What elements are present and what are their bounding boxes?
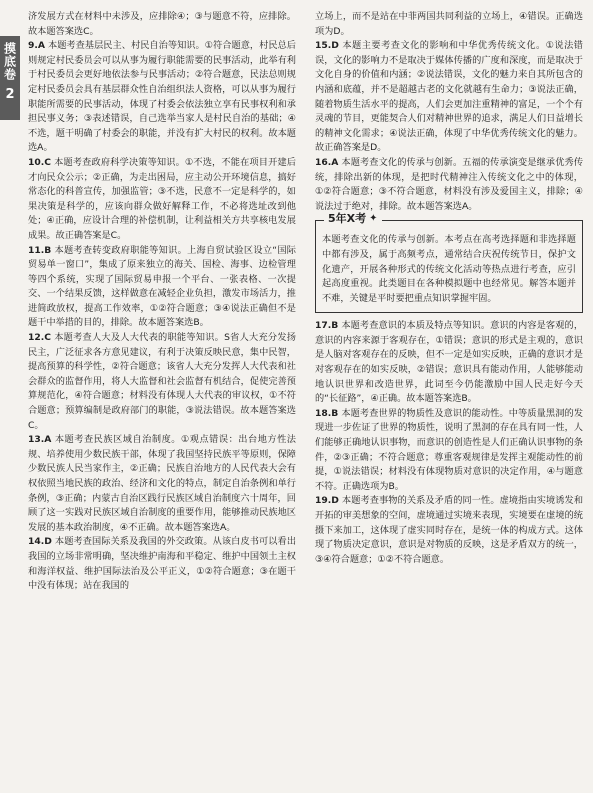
question-number: 10.C (28, 156, 52, 168)
exam-tip-text: 本题考查文化的传承与创新。本考点在高考选择题和非选择题中都有涉及，属于高频考点，通常结合庆祝传统节日，保护文化遗产，开展各种形式的传统文化活动等热点进行考查，应引起高度重视。此类题目在各种模拟题中也经常见。解答本题并不难，关键是平时要把重点知识掌握牢固。 (322, 234, 576, 304)
right-bottom-group (315, 319, 583, 567)
answer-item (315, 407, 583, 495)
side-tab-label: 摸底卷 (2, 42, 17, 81)
answer-item (28, 244, 296, 332)
left-column (28, 10, 296, 788)
exam-tip-title (324, 212, 382, 227)
right-column (315, 10, 583, 788)
answer-text: 本题主要考查文化的影响和中华优秀传统文化。①说法错误，文化的影响力不是取决于媒体传播的广度和深度，而是取决于文化自身的价值和内涵；②说法错误，文化的魅力来自其所包含的内涵和底蕴，并不是超越古老的文化就越有生命力；③说法正确，随着物质生活水平的提高，人们会更加注重精神的富足，一个个有灵魂的节目，更能契合人们对精神世界的追求，满足人们日益增长的精神文化需求；④说法正确，体现了中华优秀传统文化的魅力。故正确答案是D。 (315, 40, 583, 154)
answer-item (28, 433, 296, 535)
exam-tip-box (315, 212, 583, 313)
answer-item (315, 319, 583, 407)
answer-item (28, 331, 296, 433)
answer-item (28, 535, 296, 593)
question-number: 14.D (28, 536, 52, 548)
exam-tip-title-text: 5年X考 (328, 212, 367, 226)
answer-item (28, 156, 296, 244)
answer-text: 本题考查国际关系及我国的外交政策。从该白皮书可以看出我国的立场非常明确，坚决维护南海和平稳定、维护中国领土主权和海洋权益、维护国际法治及公平正义，①②符合题意；③在题干中没有体现；站在我国的 (28, 536, 297, 592)
answer-item (315, 39, 583, 156)
question-number: 9.A (28, 40, 45, 52)
side-tab (0, 36, 20, 120)
answer-text: 本题考查事物的关系及矛盾的同一性。虚境指由实境诱发和开拓的审美想象的空间，虚境通过实境来表现，实境要在虚境的统摄下来加工，这体现了虚实同时存在，是统一体的构成方式。这体现了物质决定意识，意识是对物质的反映，这是矛盾双方的统一，③④符合题意；①②不符合题意。 (315, 495, 584, 565)
question-number: 11.B (28, 244, 52, 256)
question-number: 18.B (315, 407, 339, 419)
answer-text: 济发展方式在材料中未涉及，应排除④；③与题意不符，应排除。故本题答案选C。 (28, 11, 296, 37)
star-icon: ✦ (369, 213, 378, 225)
question-number: 15.D (315, 40, 339, 52)
answer-text: 本题考查人大及人大代表的职能等知识。S省人大充分发扬民主，广泛征求各方意见建议，有利于决策反映民意，集中民智，提高预算的科学性，②符合题意；该省人大充分发挥人大代表和社会群众的监督作用，将人大监督和社会监督有机结合，促使完善预算规范化，④符合题意；材料没有体现人大代表的审议权，①不符合题意；预算编制是政府部门的职能，③说法错误。故本题答案选C。 (28, 332, 296, 431)
answer-text: 本题考查政府科学决策等知识。①不选，不能在项目开建后才向民众公示；②正确，为走出困局，应主动公开环境信息，搞好常态化的科普宣传，加强监管；③不选，民意不一定是科学的，如果决策是科学的，应该向群众做好解释工作，不必将选址改到他处；④正确，应设计合理的补偿机制，让利益相关方共享核电发展成果。故正确答案是C。 (28, 156, 296, 241)
answer-item (28, 39, 296, 156)
answer-text: 本题考查意识的本质及特点等知识。意识的内容是客观的，意识的内容来源于客观存在，①错误；意识的形式是主观的，意识是人脑对客观存在的反映，但不一定是如实反映，正确的意识才是对客观存在的如实反映，②错误；意识具有能动作用，人能够能动地认识世界和改造世界，此词至今仍能激励中国人民走好今天的“长征路”，④正确。故本题答案选B。 (315, 320, 584, 405)
question-number: 16.A (315, 156, 339, 168)
answer-item (315, 156, 583, 214)
question-number: 13.A (28, 434, 52, 446)
answer-item (315, 10, 583, 39)
answer-text: 本题考查世界的物质性及意识的能动性。中等质量黑洞的发现进一步佐证了世界的物质性，说明了黑洞的存在具有同一性，人们能够正确地认识事物，而意识的创造性是人们正确认识事物的条件，②③正确；不符合题意；尊重客观规律是发挥主观能动性的前提，①说法错误；材料没有体现物质对意识的决定作用，④与题意不符。正确选项为B。 (315, 407, 584, 492)
columns (28, 10, 583, 788)
answer-text: 本题考查民族区域自治制度。①观点错误：出台地方性法规、培养使用少数民族干部，体现了我国坚持民族平等原则，保障少数民族人民当家作主，②正确；民族自治地方的人民代表大会有权依照当地民族的政治、经济和文化的特点，制定自治条例和单行条例，③正确；内蒙古自治区践行民族区域自治制度六十周年，回顾了这一实践对民族区域自治制度的重要作用，能够推动民族地区发展的基本政治制度，④不正确。故本题答案选A。 (28, 434, 296, 533)
answer-item (315, 494, 583, 567)
question-number: 17.B (315, 320, 339, 332)
answer-text: 本题考查转变政府职能等知识。上海自贸试验区设立“国际贸易单一窗口”，集成了原来独立的海关、国检、海事、边检管理等四个系统，实现了国际贸易申报一个平台、一张表格、一次提交、一个结果反馈，这样做意在减轻企业负担，激发市场活力，推进简政放权，提高工作效率，①②符合题意；③④说法正确但不是题干中举措的目的，排除。故本题答案选B。 (28, 244, 296, 329)
answer-text: 本题考查基层民主、村民自治等知识。①符合题意，村民总后则规定村民委员会可以从事为履行职能需要的民事活动，此举有利于村民委员会更好地依法参与民事活动；②符合题意，民法总则规定村民委员会具有基层群众性自治组织法人资格，可以从事为履行职能所需要的民事活动，体现了村委会依法独立享有民事权利和承担民事义务；③表述错误，自己选举当家人是村民自治的基础；④不选，题干明确了村委会的职能，并没有扩大村民的权利。故本题选A。 (28, 40, 296, 154)
question-number: 12.C (28, 332, 52, 344)
answer-item (28, 10, 296, 39)
question-number: 19.D (315, 495, 339, 507)
page-number: 2 (5, 87, 15, 102)
right-top-group (315, 10, 583, 214)
answer-text: 本题考查文化的传承与创新。五福的传承演变是继承优秀传统，排除出新的体现，是把时代精神注入传统文化之中的体现，①②符合题意；③不符合题意，材料没有涉及爱国主义，排除；④说法过于绝对，排除。故本题答案选A。 (315, 156, 584, 212)
answer-text: 立场上，而不是站在中菲两国共同利益的立场上，④错误。正确选项为D。 (315, 11, 583, 37)
